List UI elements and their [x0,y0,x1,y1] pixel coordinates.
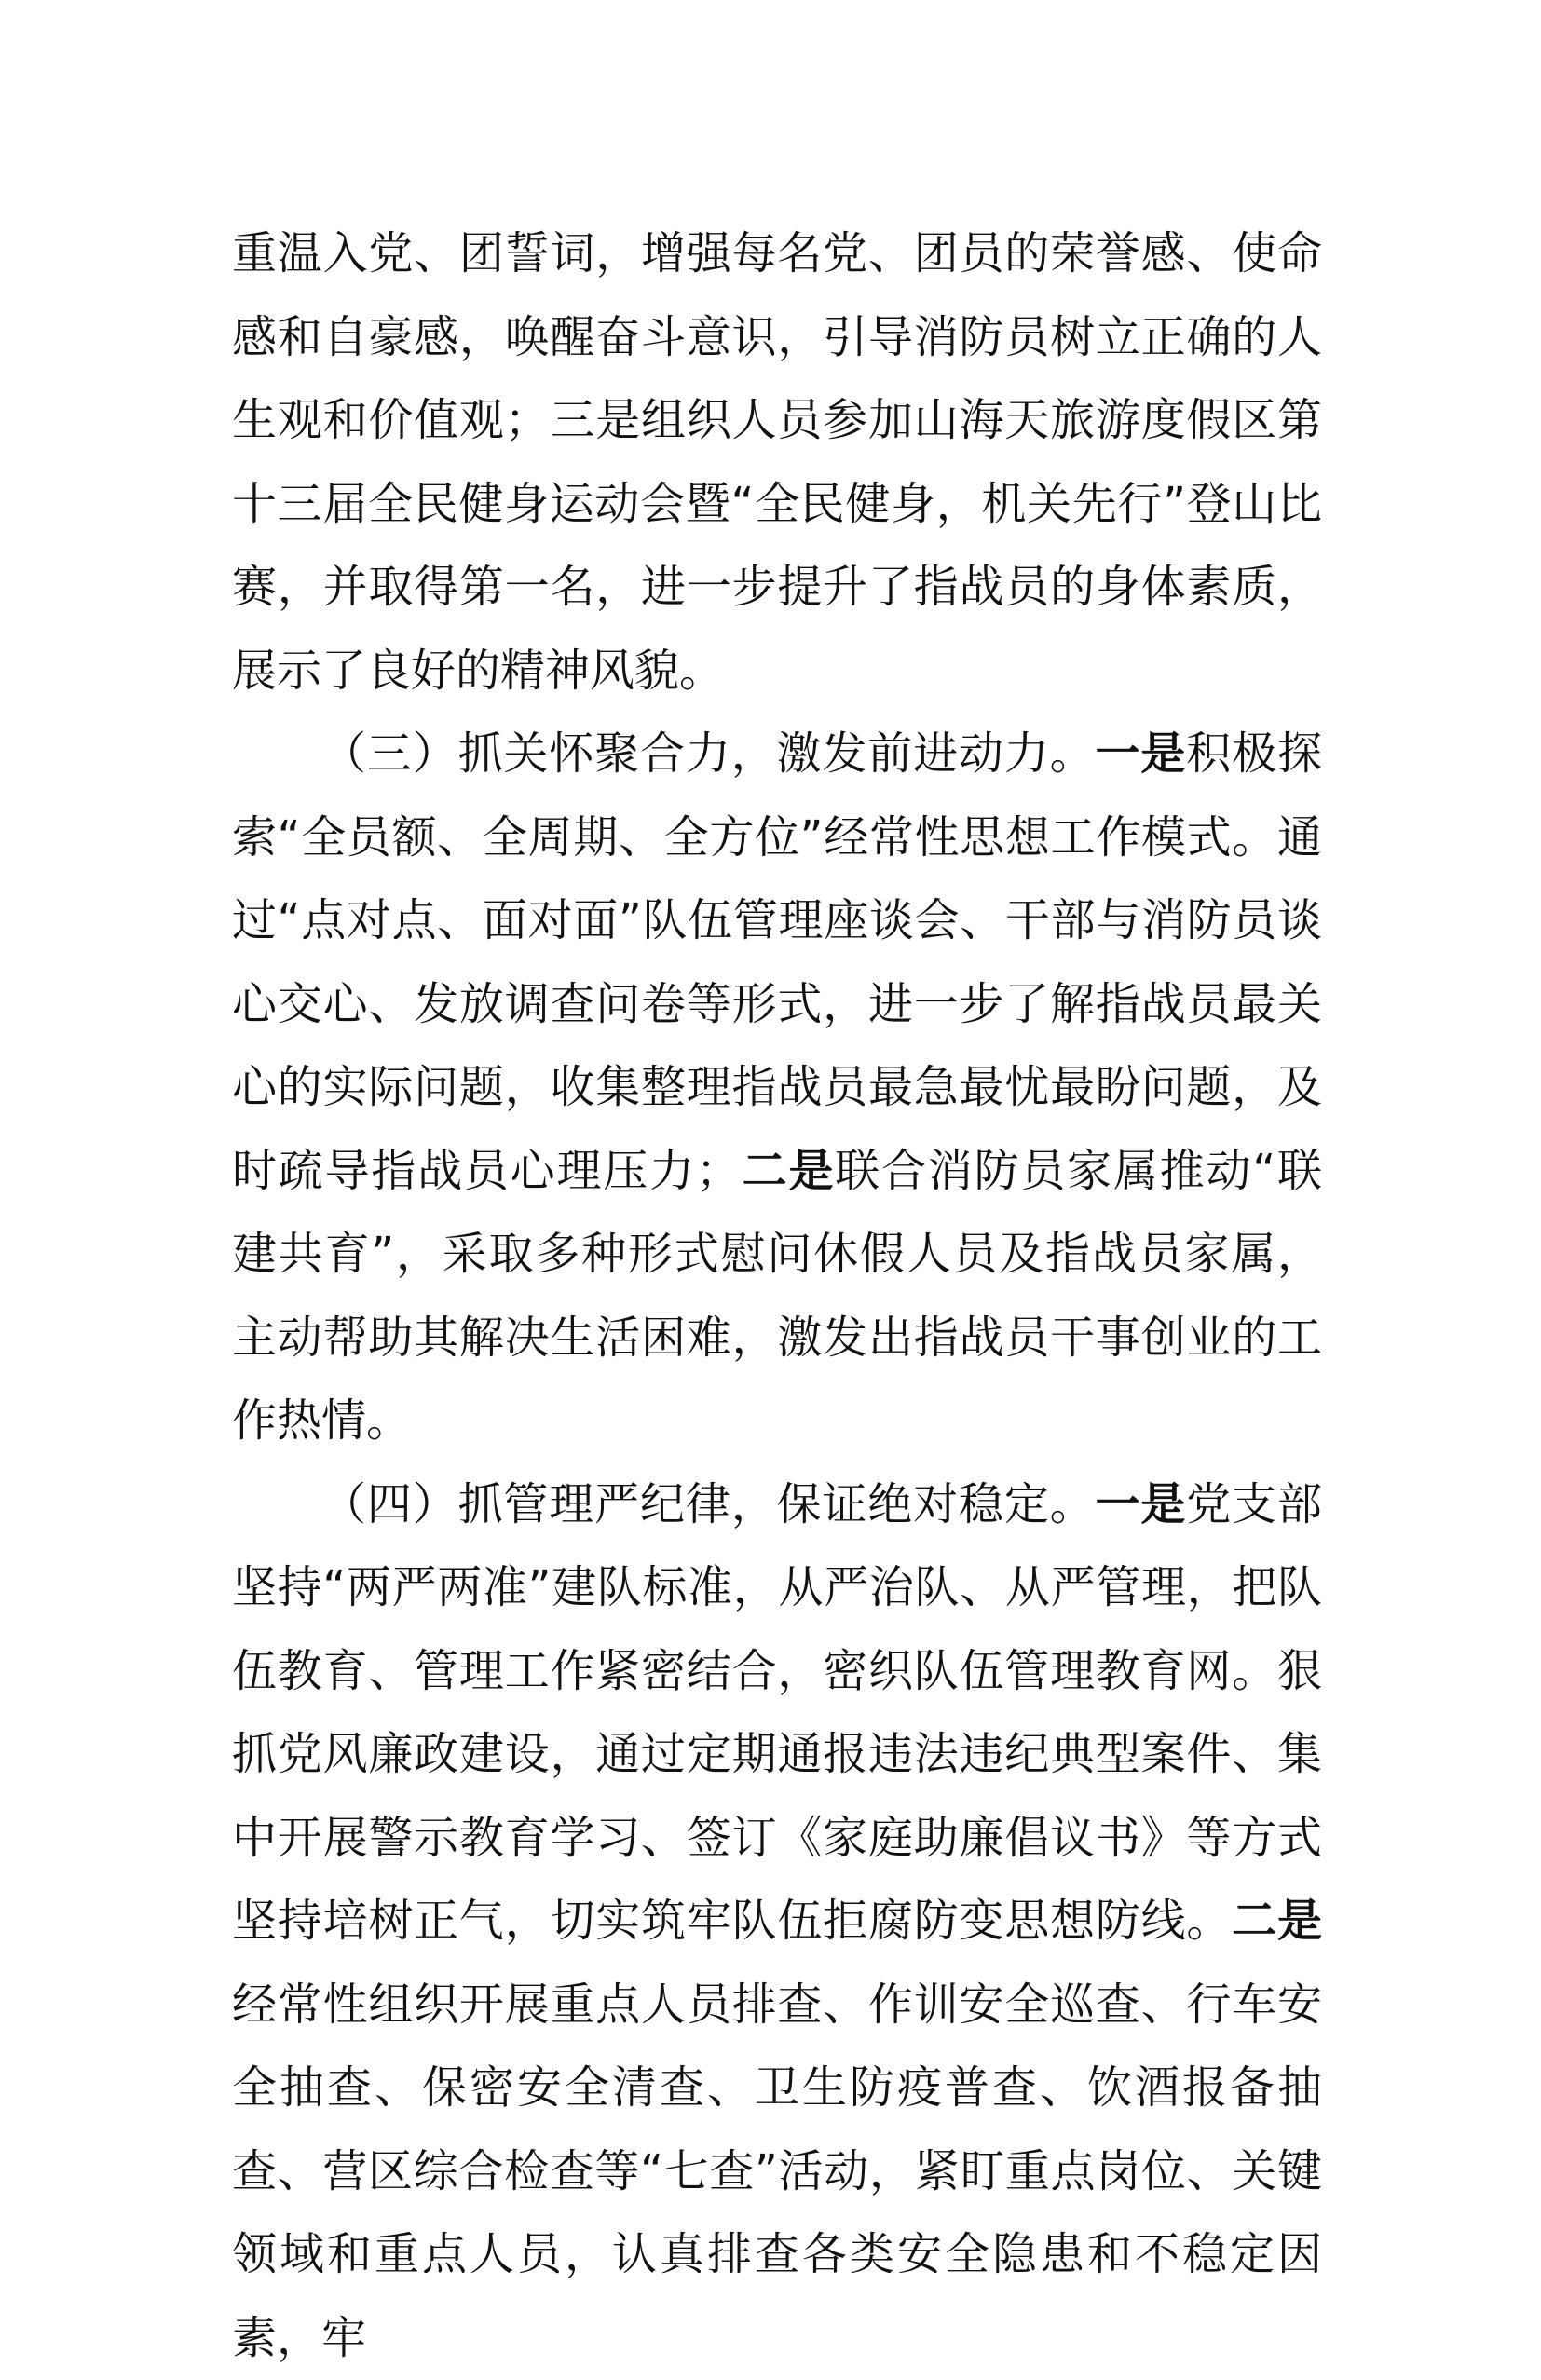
bold-marker: 一是 [1096,728,1187,780]
bold-marker: 二是 [741,1145,835,1197]
section-heading: （四）抓管理严纪律，保证绝对稳定。 [321,1478,1096,1530]
paragraph-3 [232,1463,1322,2380]
section-heading: （三）抓关怀聚合力，激发前进动力。 [321,728,1096,780]
bold-marker: 一是 [1096,1478,1187,1530]
paragraph-text: 积极探索“全员额、全周期、全方位”经常性思想工作模式。通过“点对点、面对面”队伍管理座谈会、干部与消防员谈心交心、发放调查问卷等形式，进一步了解指战员最关心的实际问题，收集整理指战员最急最忧最盼问题，及时疏导指战员心理压力； [232,728,1322,1197]
paragraph-text: 党支部坚持“两严两准”建队标准，从严治队、从严管理，把队伍教育、管理工作紧密结合，密织队伍管理教育网。狠抓党风廉政建设，通过定期通报违法违纪典型案件、集中开展警示教育学习、签订《家庭助廉倡议书》等方式坚持培树正气，切实筑牢队伍拒腐防变思想防线。 [232,1478,1322,1948]
paragraph-2 [232,713,1322,1463]
bold-marker: 二是 [1232,1895,1322,1947]
paragraph-text: 重温入党、团誓词，增强每名党、团员的荣誉感、使命感和自豪感，唤醒奋斗意识，引导消防员树立正确的人生观和价值观；三是组织人员参加山海天旅游度假区第十三届全民健身运动会暨“全民健身，机关先行”登山比赛，并取得第一名，进一步提升了指战员的身体素质，展示了良好的精神风貌。 [232,227,1322,697]
paragraph-1 [232,212,1322,713]
paragraph-text: 联合消防员家属推动“联建共育”，采取多种形式慰问休假人员及指战员家属，主动帮助其解决生活困难，激发出指战员干事创业的工作热情。 [232,1145,1322,1448]
document-body [232,212,1322,2380]
paragraph-text: 经常性组织开展重点人员排查、作训安全巡查、行车安全抽查、保密安全清查、卫生防疫普查、饮酒报备抽查、营区综合检查等“七查”活动，紧盯重点岗位、关键领域和重点人员，认真排查各类安全隐患和不稳定因素，牢 [232,1979,1322,2364]
